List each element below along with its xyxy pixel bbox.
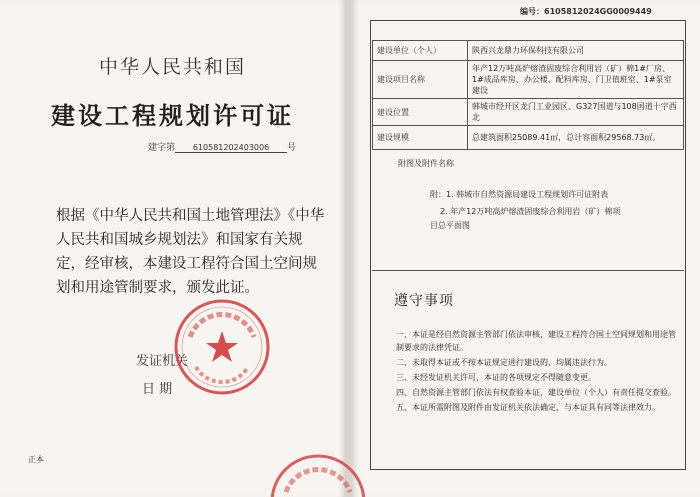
list-item: 五、本证所需附图及附件由发证机关依法确定，与本证具有同等法律效力。 [396,403,660,412]
attachment-item: 2. 年产12万吨高炉熔渣固废综合利用岩（矿）棉项 [440,207,621,216]
original-copy-label: 正本 [28,455,44,464]
info-value: 总建筑面积25089.41㎡，总计容面积29568.73㎡。 [468,126,684,150]
cert-no-prefix: 建字第 [148,143,176,153]
date-label: 日 期 [142,382,173,397]
country-name: 中华人民共和国 [98,56,246,78]
info-value: 年产12万吨高炉熔渣固废综合利用岩（矿）棉1#厂房、1#成品库房、办公楼、配料库房、门卫值班室、1#泵室建设 [468,61,684,99]
official-seal-icon [172,297,272,397]
certificate-title: 建设工程规划许可证 [51,102,294,130]
info-value: 韩城市经开区龙门工业园区、G327国道与108国道十字西北 [468,99,684,126]
table-row [373,41,684,61]
certificate-number [148,140,296,153]
page-gutter [345,0,352,497]
list-item: 一、本证是经自然资源主管部门依法审核，建设工程符合国土空间规划和用途管制要求的法律凭证。 [396,330,676,352]
notice-title: 遵守事项 [394,293,454,309]
cert-no-value: 610581202403006 [175,143,287,153]
list-item: 二、未取得本证或不按本证规定进行建设的，均属违法行为。 [396,358,612,367]
table-row [373,126,684,150]
list-item: 四、自然资源主管部门依法有权查验本证，建设单位（个人）有责任提交查验。 [396,388,676,397]
section-divider [372,270,684,271]
info-key: 建设单位（个人） [373,41,468,61]
info-key: 建设规模 [373,126,468,150]
info-key: 建设位置 [373,99,468,126]
info-value: 陕西兴龙鼎力环保科技有限公司 [468,41,684,61]
serial-number: 编号：6105812024GG0009449 [520,7,652,16]
issuance-basis-text: 根据《中华人民共和国土地管理法》《中华人民共和国城乡规划法》和国家有关规定，经审核，本建设工程符合国土空间规划和用途管制要求，颁发此证。 [56,208,325,296]
table-row [373,61,684,99]
table-row [373,99,684,126]
official-seal-icon [268,452,368,497]
attachment-item: 附：1. 韩城市自然资源局建设工程规划许可证附表 [430,190,609,199]
info-key: 建设项目名称 [373,61,468,99]
notice-list [396,328,678,416]
list-item: 三、未经发证机关许可，本证的各项规定不得随意变更。 [396,373,596,382]
attachment-item: 目总平面图 [430,221,470,230]
issuer-label: 发证机关 [136,354,189,369]
attachments-title: 附图及附件名称 [398,159,454,168]
cert-no-suffix: 号 [287,143,297,153]
project-info-table [372,40,684,150]
